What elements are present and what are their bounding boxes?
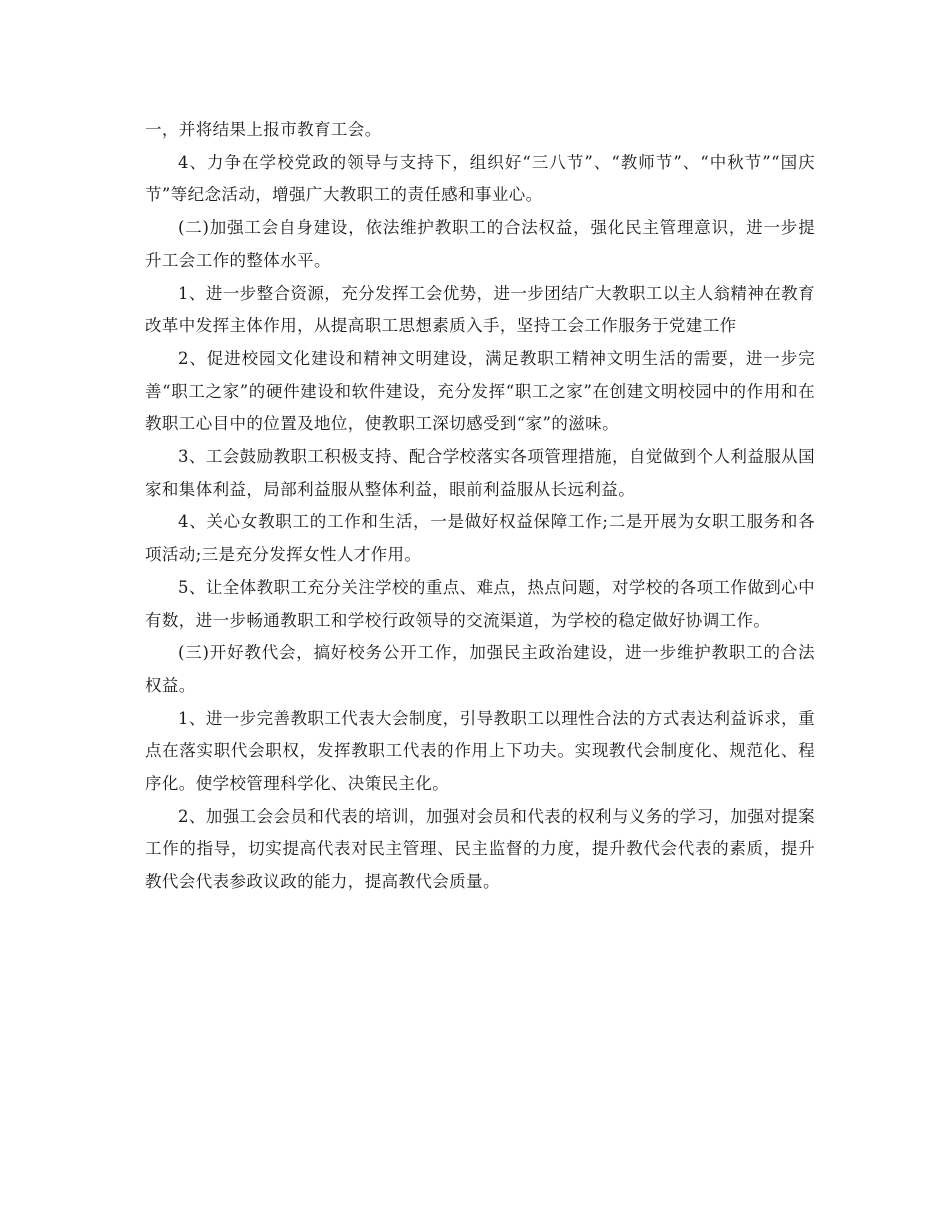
- paragraph-item-1-congress: 1、进一步完善教职工代表大会制度，引导教职工以理性合法的方式表达利益诉求，重点在落实职代会职权，发挥教职工代表的作用上下功夫。实现教代会制度化、规范化、程序化。使学校管理科学化、决策民主化。: [145, 708, 815, 794]
- paragraph-item-5-focus: 5、让全体教职工充分关注学校的重点、难点，热点问题，对学校的各项工作做到心中有数，进一步畅通教职工和学校行政领导的交流渠道，为学校的稳定做好协调工作。: [145, 577, 815, 630]
- paragraph-item-4-women: 4、关心女教职工的工作和生活，一是做好权益保障工作;二是开展为女职工服务和各项活动;三是充分发挥女性人才作用。: [145, 512, 815, 565]
- paragraph-item-1-resources: 1、进一步整合资源，充分发挥工会优势，进一步团结广大教职工以主人翁精神在教育改革中发挥主体作用，从提高职工思想素质入手，坚持工会工作服务于党建工作: [145, 283, 815, 336]
- paragraph-item-2-culture: 2、促进校园文化建设和精神文明建设，满足教职工精神文明生活的需要，进一步完善“职工之家”的硬件建设和软件建设，充分发挥“职工之家”在创建文明校园中的作用和在教职工心目中的位置及地位，使教职工深切感受到“家”的滋味。: [145, 348, 815, 434]
- paragraph-continuation: 一，并将结果上报市教育工会。: [145, 120, 382, 139]
- section-heading-3: (三)开好教代会，搞好校务公开工作，加强民主政治建设，进一步维护教职工的合法权益。: [145, 643, 815, 695]
- section-heading-2: (二)加强工会自身建设，依法维护教职工的合法权益，强化民主管理意识，进一步提升工会工作的整体水平。: [145, 218, 815, 270]
- paragraph-item-2-training: 2、加强工会会员和代表的培训，加强对会员和代表的权利与义务的学习，加强对提案工作的指导，切实提高代表对民主管理、民主监督的力度，提升教代会代表的素质，提升教代会代表参政议政的能力，提高教代会质量。: [145, 806, 815, 892]
- paragraph-item-3-support: 3、工会鼓励教职工积极支持、配合学校落实各项管理措施，自觉做到个人利益服从国家和集体利益，局部利益服从整体利益，眼前利益服从长远利益。: [145, 447, 815, 499]
- paragraph-item-4-festivals: 4、力争在学校党政的领导与支持下，组织好“三八节”、“教师节”、“中秋节”“国庆节”等纪念活动，增强广大教职工的责任感和事业心。: [145, 152, 815, 205]
- document-body: [145, 114, 815, 899]
